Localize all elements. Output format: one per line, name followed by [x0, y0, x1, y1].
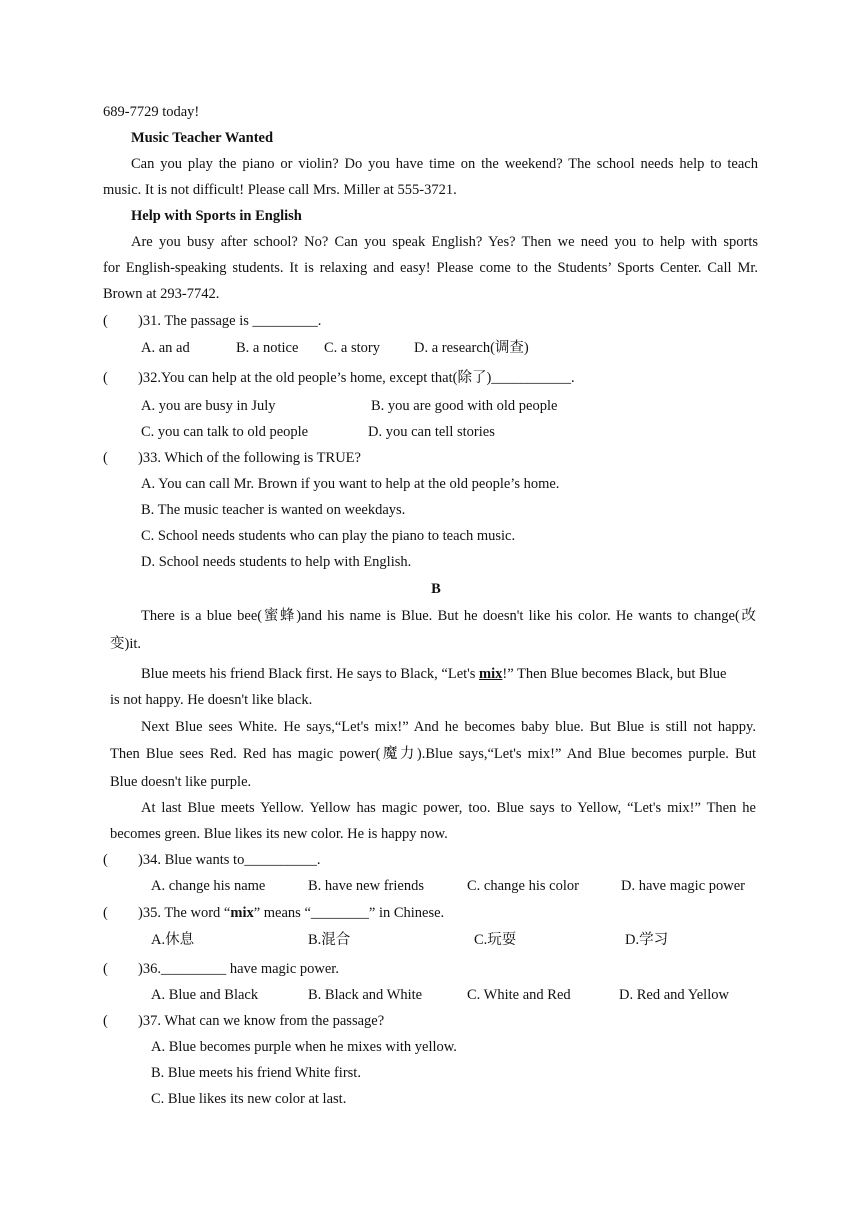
- q36-option-c: C. White and Red: [467, 987, 571, 1003]
- mix-keyword: mix: [479, 666, 503, 682]
- q31-stem: )31. The passage is _________.: [138, 313, 322, 329]
- sports-ad-heading: Help with Sports in English: [131, 208, 302, 224]
- q35-paren: (: [103, 905, 108, 921]
- story-p3-line-2: Then Blue sees Red. Red has magic power(魔力).Blue says,“Let's mix!” And Blue becomes purple. But: [110, 746, 756, 762]
- q36-paren: (: [103, 961, 108, 977]
- q34-option-d: D. have magic power: [621, 878, 746, 894]
- section-b-label: B: [431, 581, 441, 597]
- q36-option-b: B. Black and White: [308, 987, 423, 1003]
- q36-option-a: A. Blue and Black: [151, 987, 259, 1003]
- q35-option-c: C.玩耍: [474, 932, 517, 948]
- q34-stem: )34. Blue wants to__________.: [138, 852, 321, 868]
- q32-paren: (: [103, 370, 108, 386]
- sports-ad-line-3: Brown at 293-7742.: [103, 286, 220, 302]
- story-p4-line-2: becomes green. Blue likes its new color. He is happy now.: [110, 826, 448, 842]
- q33-option-b: B. The music teacher is wanted on weekdays.: [141, 502, 406, 518]
- q31-option-c: C. a story: [324, 340, 380, 356]
- story-p1-line-2: 变)it.: [110, 636, 142, 652]
- q34-paren: (: [103, 852, 108, 868]
- q35-mix-keyword: mix: [230, 905, 254, 921]
- q32-option-a: A. you are busy in July: [141, 398, 276, 414]
- q35-option-d: D.学习: [625, 932, 669, 948]
- story-p2-line-2: is not happy. He doesn't like black.: [110, 692, 313, 708]
- q35-option-b: B.混合: [308, 932, 351, 948]
- q37-option-b: B. Blue meets his friend White first.: [151, 1065, 361, 1081]
- q31-option-b: B. a notice: [236, 340, 299, 356]
- q33-option-c: C. School needs students who can play the piano to teach music.: [141, 528, 516, 544]
- story-p4-line-1: At last Blue meets Yellow. Yellow has magic power, too. Blue says to Yellow, “Let's mix!” Then he: [141, 800, 756, 816]
- q37-option-c: C. Blue likes its new color at last.: [151, 1091, 347, 1107]
- q35-stem-after: ” means “________” in Chinese.: [253, 905, 445, 921]
- q31-paren: (: [103, 313, 108, 329]
- q36-stem: )36._________ have magic power.: [138, 961, 339, 977]
- q33-stem: )33. Which of the following is TRUE?: [138, 450, 361, 466]
- story-p2-line-1: [141, 665, 726, 683]
- q32-option-d: D. you can tell stories: [368, 424, 495, 440]
- q32-stem: )32.You can help at the old people’s home, except that(除了)___________.: [138, 370, 575, 386]
- story-p2-text-after: !” Then Blue becomes Black, but Blue: [502, 666, 727, 682]
- music-ad-line-2: music. It is not difficult! Please call Mrs. Miller at 555-3721.: [103, 182, 457, 198]
- q32-option-b: B. you are good with old people: [371, 398, 558, 414]
- sports-ad-line-2: for English-speaking students. It is relaxing and easy! Please come to the Students’ Sports Center. Call Mr.: [103, 260, 758, 276]
- q36-option-d: D. Red and Yellow: [619, 987, 729, 1003]
- q31-option-a: A. an ad: [141, 340, 190, 356]
- story-p1-line-1: There is a blue bee(蜜蜂)and his name is Blue. But he doesn't like his color. He wants to change(改: [141, 608, 756, 624]
- q35-option-a: A.休息: [151, 932, 195, 948]
- q35-stem-before: )35. The word “: [138, 905, 231, 921]
- q33-paren: (: [103, 450, 108, 466]
- story-p2-text-before: Blue meets his friend Black first. He says to Black, “Let's: [141, 666, 480, 682]
- q34-option-c: C. change his color: [467, 878, 579, 894]
- q37-option-a: A. Blue becomes purple when he mixes with yellow.: [151, 1039, 457, 1055]
- story-p3-line-1: Next Blue sees White. He says,“Let's mix!” And he becomes baby blue. But Blue is still not happy.: [141, 719, 756, 735]
- q33-option-d: D. School needs students to help with English.: [141, 554, 412, 570]
- q34-option-b: B. have new friends: [308, 878, 424, 894]
- q34-option-a: A. change his name: [151, 878, 266, 894]
- q35-stem: [138, 904, 444, 922]
- q33-option-a: A. You can call Mr. Brown if you want to help at the old people’s home.: [141, 476, 560, 492]
- music-ad-line-1: Can you play the piano or violin? Do you have time on the weekend? The school needs help to teach: [131, 156, 758, 172]
- story-p3-line-3: Blue doesn't like purple.: [110, 774, 252, 790]
- q32-option-c: C. you can talk to old people: [141, 424, 309, 440]
- phone-number-tail: 689-7729 today!: [103, 104, 200, 120]
- sports-ad-line-1: Are you busy after school? No? Can you speak English? Yes? Then we need you to help with sports: [131, 234, 758, 250]
- music-ad-heading: Music Teacher Wanted: [131, 130, 274, 146]
- q37-stem: )37. What can we know from the passage?: [138, 1013, 385, 1029]
- q37-paren: (: [103, 1013, 108, 1029]
- q31-option-d: D. a research(调查): [414, 340, 529, 356]
